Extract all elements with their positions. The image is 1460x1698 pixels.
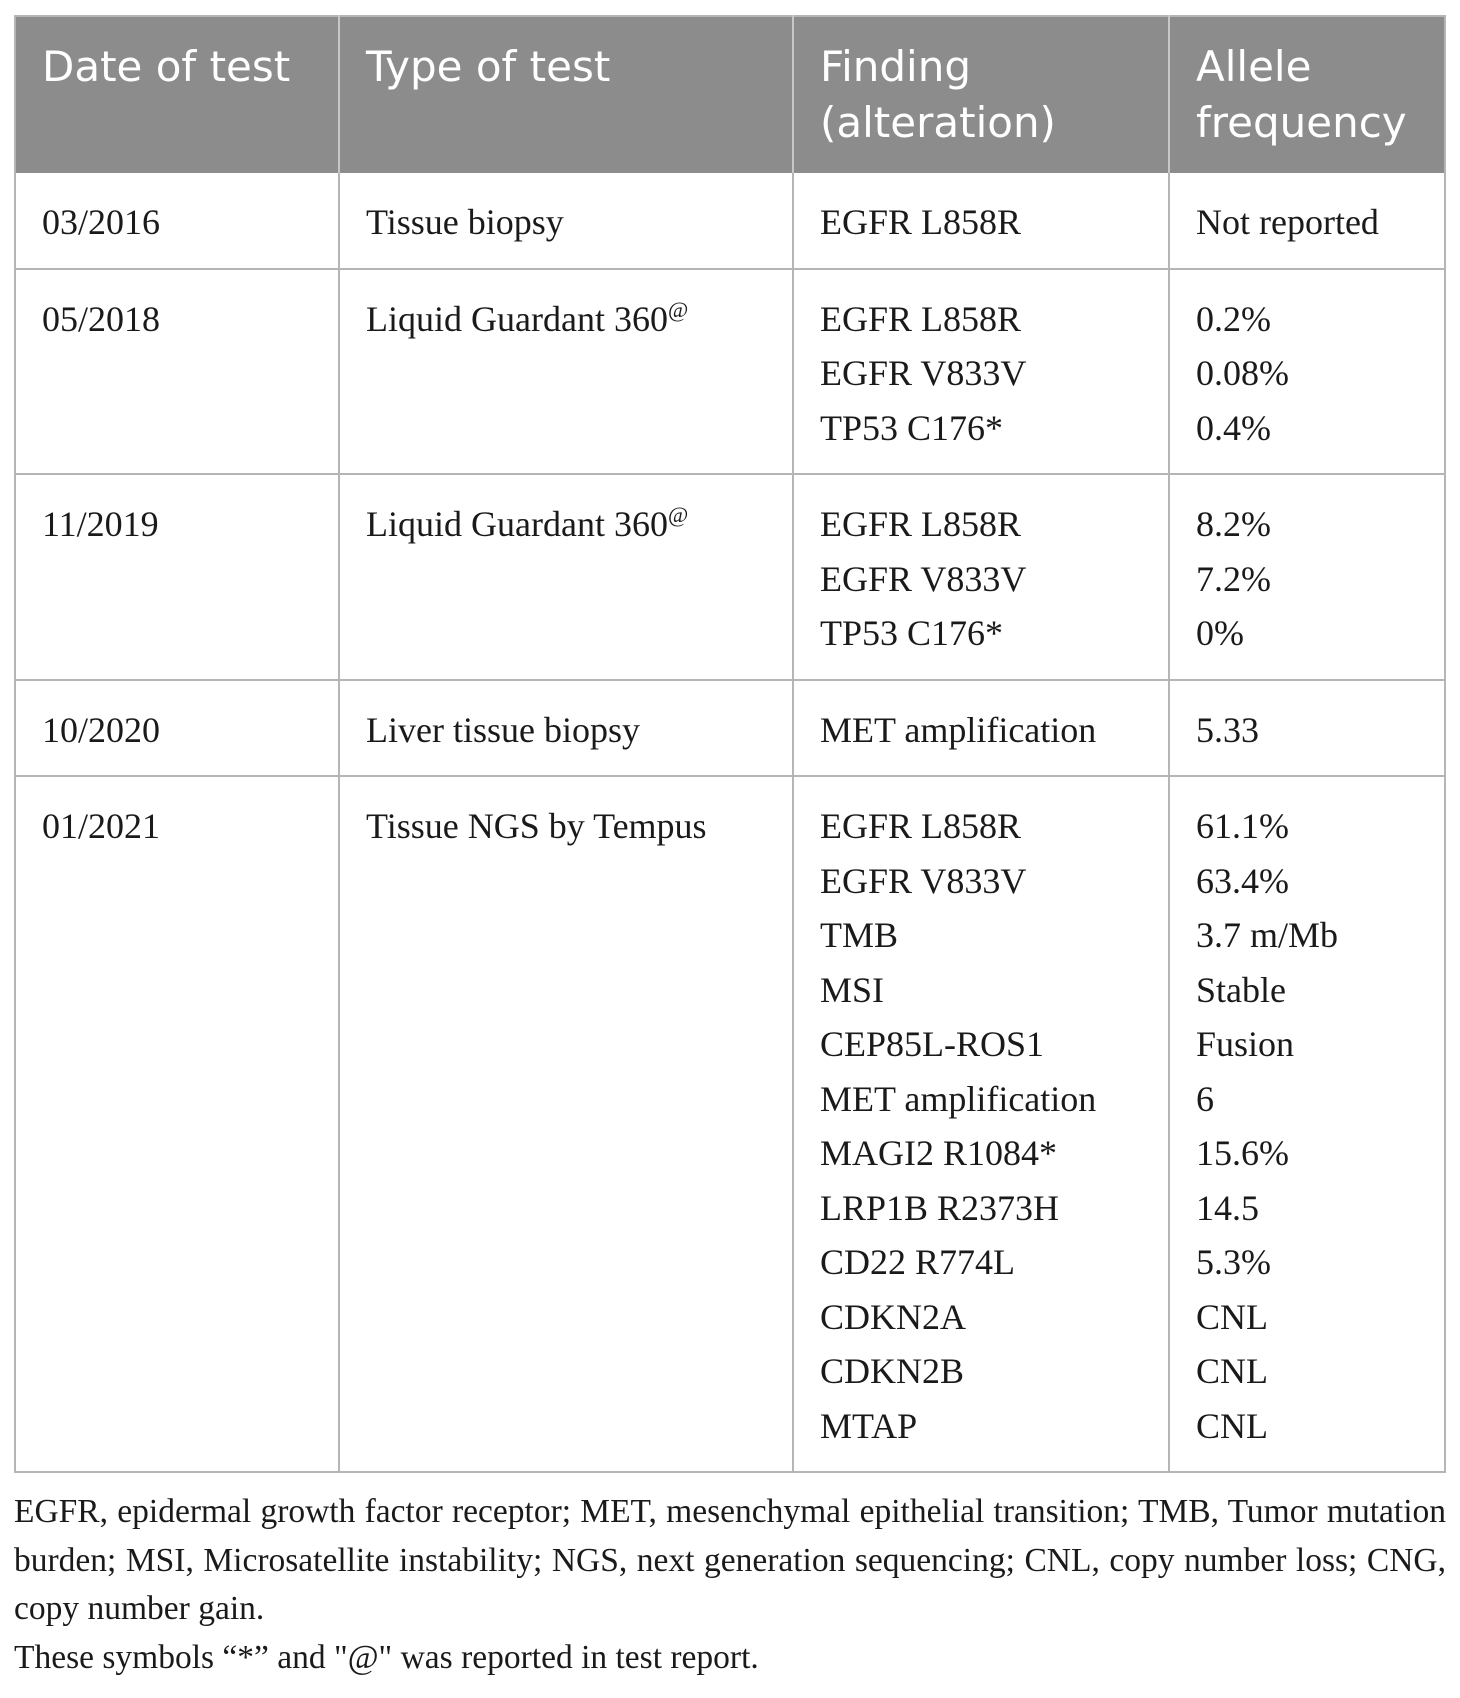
finding-item: EGFR L858R (820, 504, 1022, 544)
frequency-item: 15.6% (1196, 1133, 1289, 1173)
table-row (15, 173, 1445, 269)
finding-item: EGFR L858R (820, 202, 1022, 242)
cell-findings (793, 269, 1169, 475)
finding-item: MSI (820, 969, 885, 1010)
table-footnotes (14, 1488, 1446, 1682)
frequency-item: 6 (1196, 1078, 1214, 1119)
cell-date: 10/2020 (15, 680, 339, 777)
frequency-item: 8.2% (1196, 504, 1271, 544)
test-results-table-container (14, 15, 1444, 1473)
test-type-label: Tissue NGS by Tempus (366, 806, 707, 846)
frequency-item: 5.3% (1196, 1242, 1271, 1282)
finding-item: MET amplification (820, 709, 1097, 750)
cell-date: 05/2018 (15, 269, 339, 475)
frequency-item: 0.08% (1196, 353, 1289, 393)
test-type-label: Tissue biopsy (366, 202, 564, 242)
cell-test-type (339, 269, 793, 475)
cell-findings (793, 680, 1169, 777)
table-header (15, 16, 1445, 173)
frequency-item: Fusion (1196, 1024, 1295, 1064)
table-row (15, 680, 1445, 777)
finding-item: EGFR V833V (820, 353, 1027, 393)
finding-item: MET amplification (820, 1078, 1097, 1119)
test-type-label: Liquid Guardant 360 (366, 504, 668, 544)
frequency-item: 0.2% (1196, 298, 1271, 339)
finding-item: CDKN2A (820, 1296, 967, 1337)
cell-test-type (339, 173, 793, 269)
frequency-item: CNL (1196, 1296, 1268, 1337)
finding-item: TP53 C176* (820, 613, 1004, 653)
cell-date: 01/2021 (15, 776, 339, 1472)
frequency-item: 14.5 (1196, 1187, 1259, 1228)
footnote-symbols: These symbols “*” and "@" was reported in test report. (14, 1638, 759, 1676)
finding-item: EGFR V833V (820, 558, 1027, 599)
header-finding: Finding (alteration) (793, 16, 1169, 173)
finding-item: MAGI2 R1084* (820, 1133, 1058, 1173)
header-row (15, 16, 1445, 173)
cell-findings (793, 173, 1169, 269)
header-type-of-test: Type of test (339, 16, 793, 173)
header-allele-frequency: Allele frequency (1169, 16, 1445, 173)
cell-frequencies (1169, 474, 1445, 680)
finding-item: CDKN2B (820, 1351, 965, 1391)
cell-findings (793, 474, 1169, 680)
cell-date: 03/2016 (42, 202, 161, 242)
finding-item: TMB (820, 915, 899, 955)
cell-findings (793, 776, 1169, 1472)
cell-frequencies (1169, 680, 1445, 777)
table-row (15, 269, 1445, 475)
frequency-item: 0.4% (1196, 407, 1271, 448)
table-row (15, 474, 1445, 680)
finding-item: EGFR L858R (820, 298, 1022, 339)
cell-test-type (339, 776, 793, 1472)
test-type-label: Liquid Guardant 360 (366, 298, 668, 339)
cell-test-type (339, 474, 793, 680)
frequency-item: CNL (1196, 1405, 1268, 1446)
cell-frequencies (1169, 776, 1445, 1472)
frequency-item: CNL (1196, 1351, 1268, 1391)
frequency-item: Stable (1196, 969, 1286, 1010)
cell-date: 11/2019 (15, 474, 339, 680)
finding-item: TP53 C176* (820, 407, 1004, 448)
finding-item: LRP1B R2373H (820, 1187, 1060, 1228)
test-type-superscript: @ (667, 502, 689, 527)
test-type-superscript: @ (667, 296, 689, 322)
finding-item: CEP85L-ROS1 (820, 1024, 1045, 1064)
frequency-item: 5.33 (1196, 709, 1259, 750)
finding-item: EGFR V833V (820, 860, 1027, 901)
frequency-item: 61.1% (1196, 806, 1289, 846)
frequency-item: 0% (1196, 613, 1244, 653)
test-type-label: Liver tissue biopsy (366, 709, 640, 750)
table-row (15, 776, 1445, 1472)
frequency-item: Not reported (1196, 202, 1379, 242)
frequency-item: 7.2% (1196, 558, 1271, 599)
cell-frequencies (1169, 269, 1445, 475)
cell-test-type (339, 680, 793, 777)
frequency-item: 63.4% (1196, 860, 1289, 901)
finding-item: CD22 R774L (820, 1242, 1016, 1282)
header-date-of-test: Date of test (15, 16, 339, 173)
frequency-item: 3.7 m/Mb (1196, 915, 1339, 955)
cell-frequencies (1169, 173, 1445, 269)
table-body (15, 173, 1445, 1472)
finding-item: EGFR L858R (820, 806, 1022, 846)
finding-item: MTAP (820, 1405, 918, 1446)
test-results-table (14, 15, 1446, 1473)
footnote-abbreviations: EGFR, epidermal growth factor receptor; MET, mesenchymal epithelial transition; TMB, Tumor mutation burden; MSI, Microsatellite instability; NGS, next generation sequencing; CNL, copy number loss; CNG, copy number gain. (14, 1493, 1446, 1627)
